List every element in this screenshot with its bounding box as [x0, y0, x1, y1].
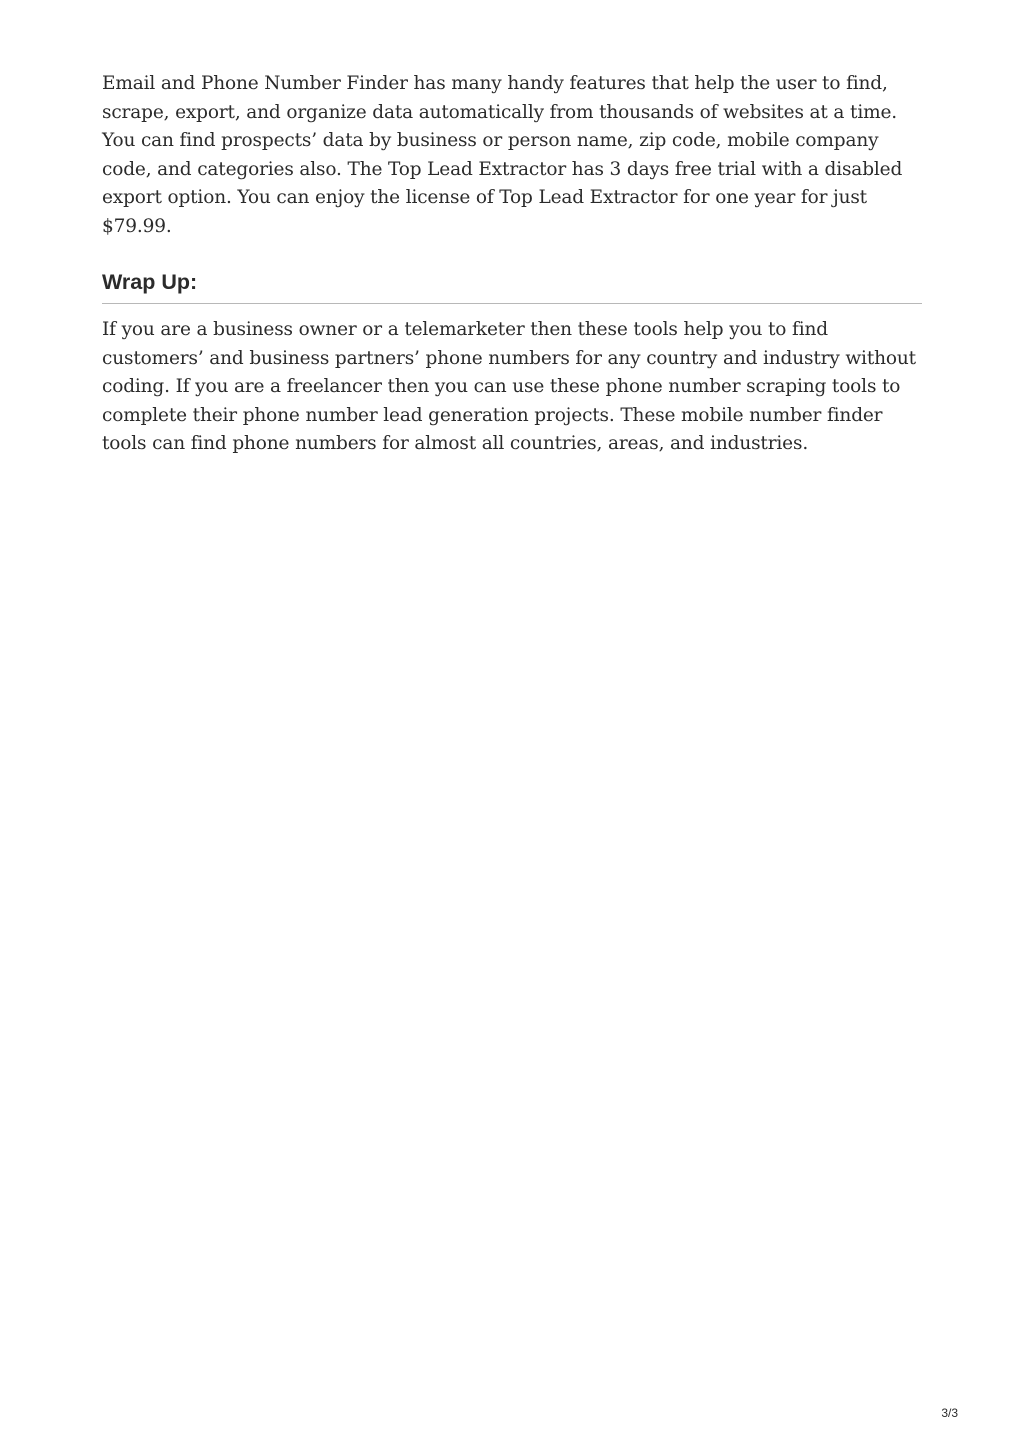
intro-paragraph: Email and Phone Number Finder has many handy features that help the user to find, scrape, export, and organize data automatically from thousands of websites at a time. You can find prospects’ data by business or person name, zip code, mobile company code, and categories also. The Top Lead Extractor has 3 days free trial with a disabled export option. You can enjoy the license of Top Lead Extractor for one year for just $79.99. — [102, 73, 903, 237]
page-number: 3/3 — [941, 1406, 958, 1420]
section-heading-wrap-up: Wrap Up: — [102, 267, 922, 304]
document-content — [102, 70, 922, 459]
wrap-up-paragraph: If you are a business owner or a telemarketer then these tools help you to find customers’ and business partners’ phone numbers for any country and industry without coding. If you are a freelancer then you can use these phone number scraping tools to complete their phone number lead generation projects. These mobile number finder tools can find phone numbers for almost all countries, areas, and industries. — [102, 319, 916, 454]
